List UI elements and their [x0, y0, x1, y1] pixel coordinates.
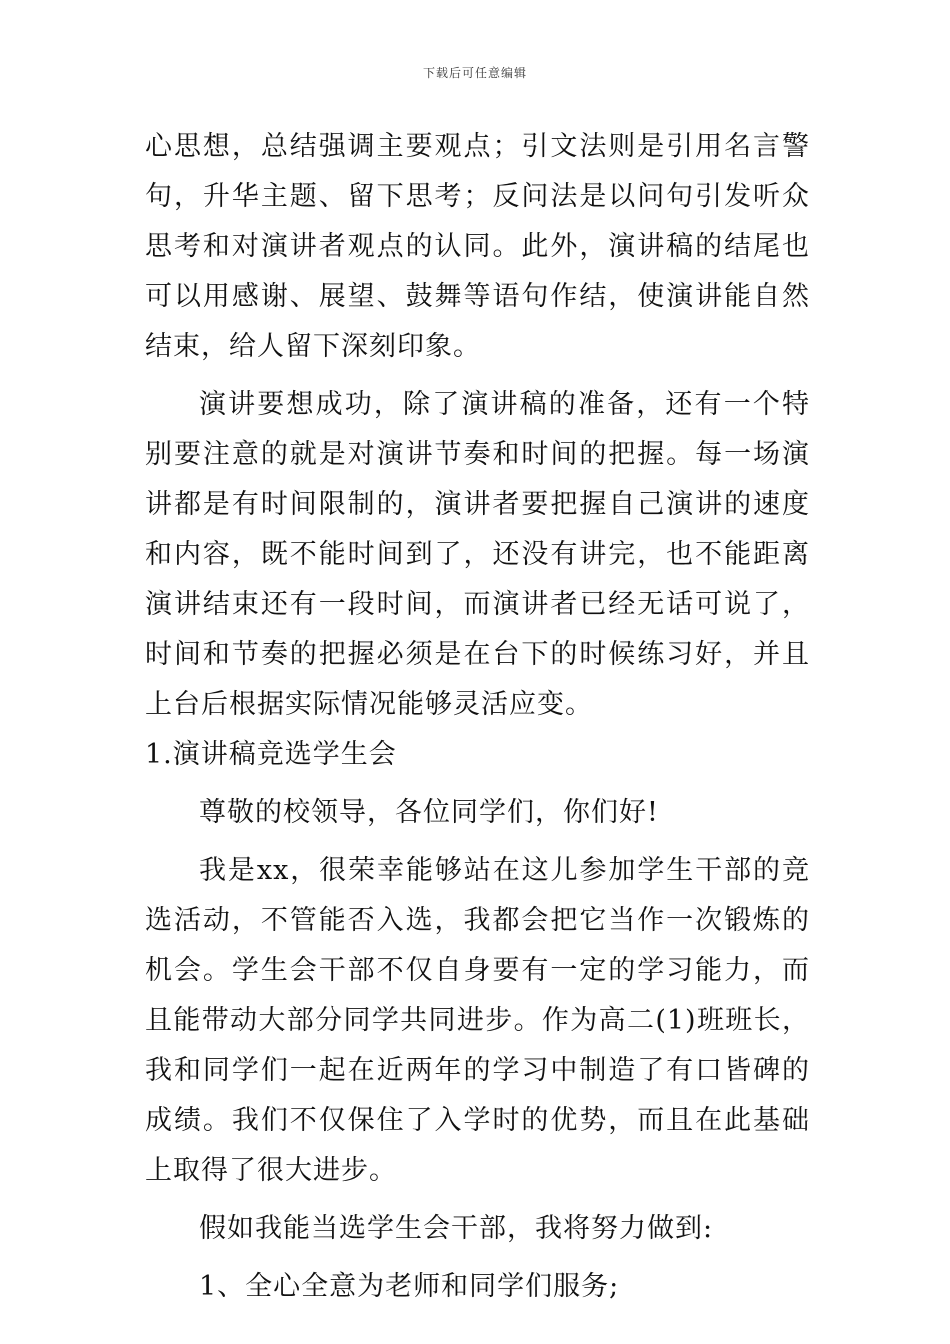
document-body	[145, 122, 810, 1312]
section-heading: 1.演讲稿竞选学生会	[145, 739, 397, 770]
list-item-1: 1、全心全意为老师和同学们服务;	[199, 1271, 620, 1302]
paragraph-introduction: 我是xx，很荣幸能够站在这儿参加学生干部的竞选活动，不管能否入选，我都会把它当作一次锻炼的机会。学生会干部不仅自身要有一定的学习能力，而且能带动大部分同学共同进步。作为高二(1)班班长，我和同学们一起在近两年的学习中制造了有口皆碑的成绩。我们不仅保住了入学时的优势，而且在此基础上取得了很大进步。	[145, 855, 810, 1186]
paragraph-greeting: 尊敬的校领导，各位同学们，你们好!	[199, 797, 659, 828]
paragraph-conclusion-methods: 心思想，总结强调主要观点；引文法则是引用名言警句，升华主题、留下思考；反问法是以问句引发听众思考和对演讲者观点的认同。此外，演讲稿的结尾也可以用感谢、展望、鼓舞等语句作结，使演讲能自然结束，给人留下深刻印象。	[145, 131, 810, 362]
paragraph-timing: 演讲要想成功，除了演讲稿的准备，还有一个特别要注意的就是对演讲节奏和时间的把握。每一场演讲都是有时间限制的，演讲者要把握自己演讲的速度和内容，既不能时间到了，还没有讲完，也不能距离演讲结束还有一段时间，而演讲者已经无话可说了，时间和节奏的把握必须是在台下的时候练习好，并且上台后根据实际情况能够灵活应变。	[145, 389, 810, 720]
paragraph-pledge: 假如我能当选学生会干部，我将努力做到:	[199, 1213, 714, 1244]
page-header: 下载后可任意编辑	[422, 66, 527, 80]
